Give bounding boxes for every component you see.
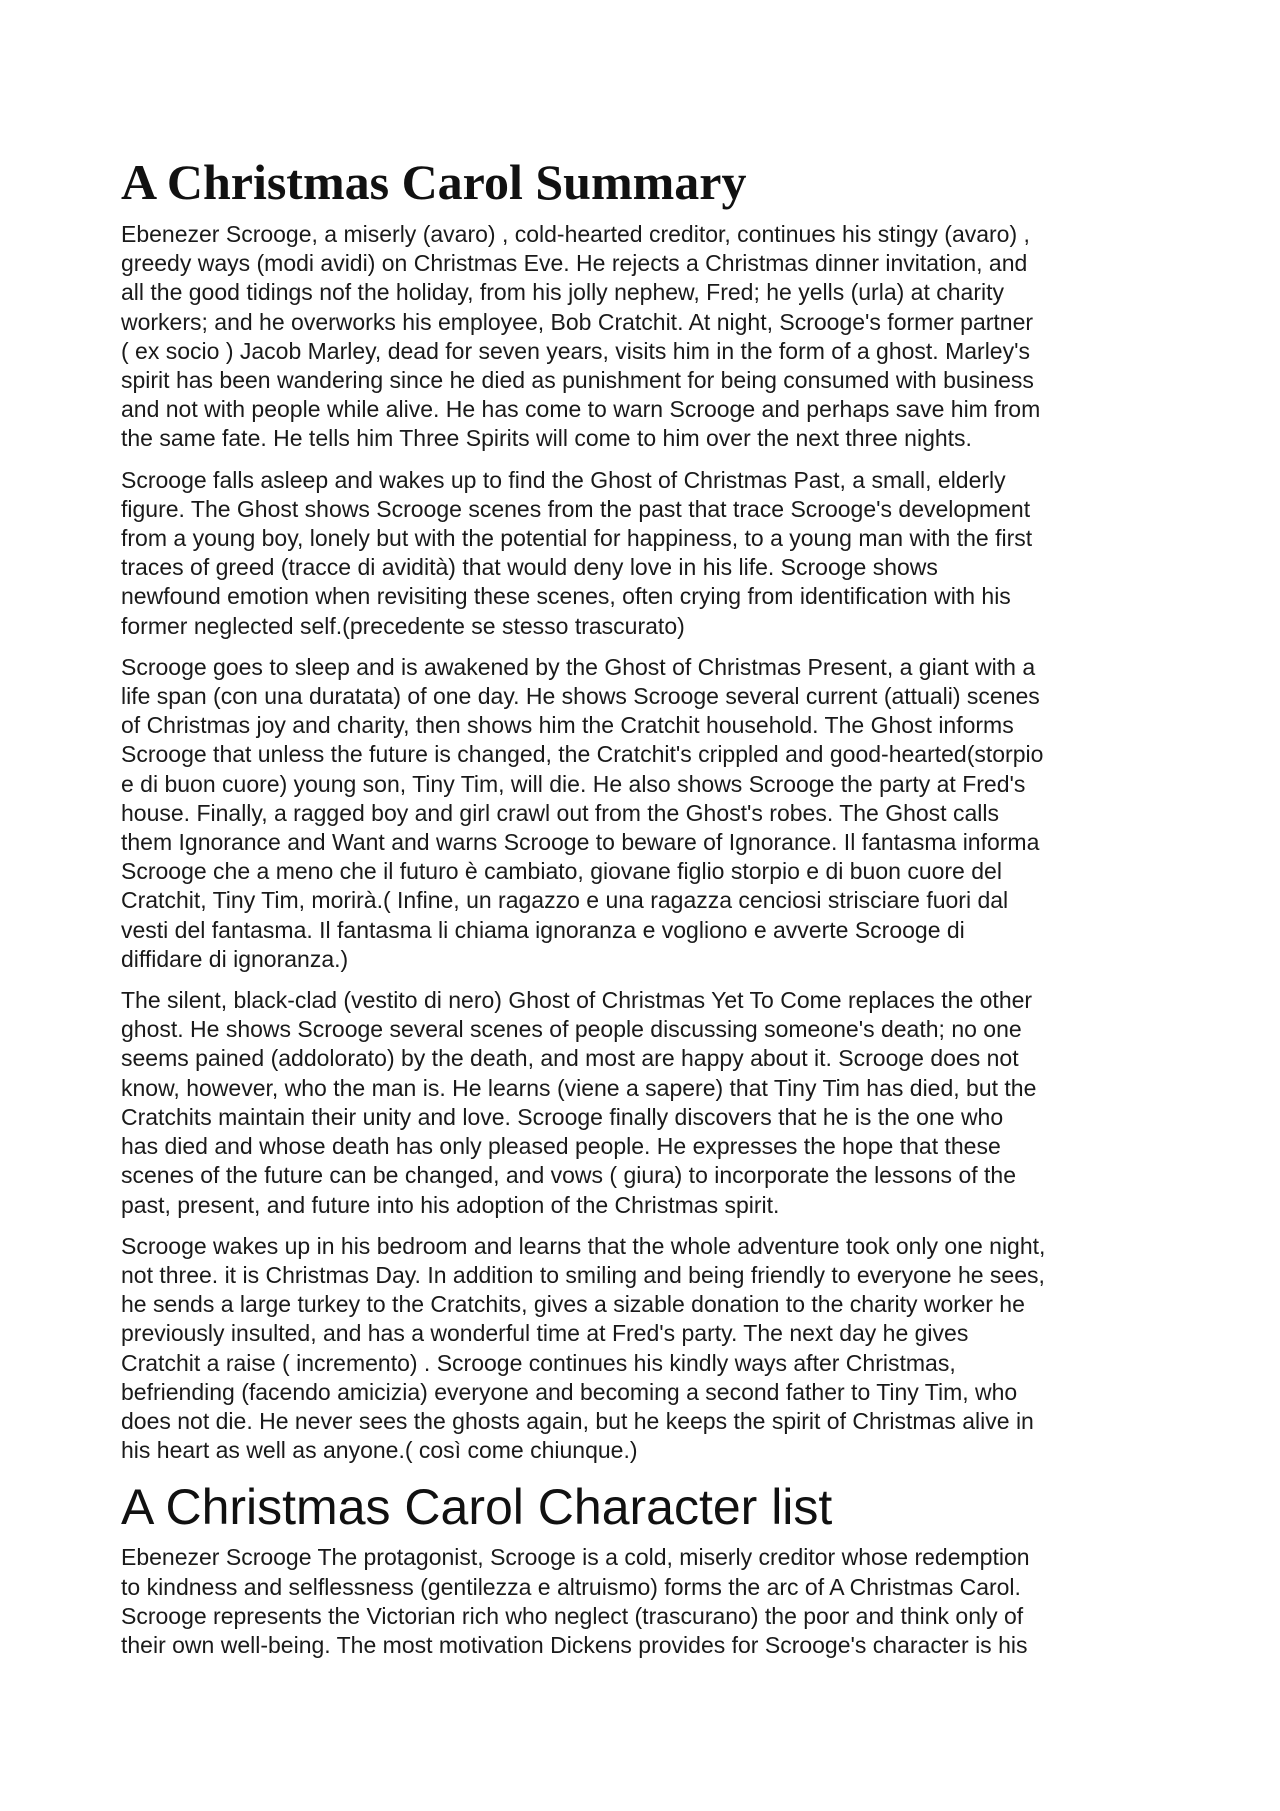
document-body (121, 150, 1173, 1672)
summary-paragraph-1: Ebenezer Scrooge, a miserly (avaro) , cold-hearted creditor, continues his stingy (avaro) , greedy ways (modi avidi) on Christmas Eve. He rejects a Christmas dinner invitation, and all the good tidings nof the holiday, from his jolly nephew, Fred; he yells (urla) at charity workers; and he overworks his employee, Bob Cratchit. At night, Scrooge's former partner ( ex socio ) Jacob Marley, dead for seven years, visits him in the form of a ghost. Marley's spirit has been wandering since he died as punishment for being consumed with business and not with people while alive. He has come to warn Scrooge and perhaps save him from the same fate. He tells him Three Spirits will come to him over the next three nights. (121, 221, 1041, 452)
summary-paragraph-4: The silent, black-clad (vestito di nero) Ghost of Christmas Yet To Come replaces the other ghost. He shows Scrooge several scenes of people discussing someone's death; no one seems pained (addolorato) by the death, and most are happy about it. Scrooge does not know, however, who the man is. He learns (viene a sapere) that Tiny Tim has died, but the Cratchits maintain their unity and love. Scrooge finally discovers that he is the one who has died and whose death has only pleased people. He expresses the hope that these scenes of the future can be changed, and vows ( giura) to incorporate the lessons of the past, present, and future into his adoption of the Christmas spirit. (121, 987, 1037, 1218)
summary-paragraph-5: Scrooge wakes up in his bedroom and learns that the whole adventure took only one night, not three. it is Christmas Day. In addition to smiling and being friendly to everyone he sees, he sends a large turkey to the Cratchits, gives a sizable donation to the charity worker he previously insulted, and has a wonderful time at Fred's party. The next day he gives Cratchit a raise ( incremento) . Scrooge continues his kindly ways after Christmas, befriending (facendo amicizia) everyone and becoming a second father to Tiny Tim, who does not die. He never sees the ghosts again, but he keeps the spirit of Christmas alive in his heart as well as anyone.( così come chiunque.) (121, 1232, 1046, 1464)
characters-paragraph-1: Ebenezer Scrooge The protagonist, Scrooge is a cold, miserly creditor whose redemption to kindness and selflessness (gentilezza e altruismo) forms the arc of A Christmas Carol. Scrooge represents the Victorian rich who neglect (trascurano) the poor and think only of their own well-being. The most motivation Dickens provides for Scrooge's character is his (121, 1544, 1030, 1658)
summary-paragraph-3: Scrooge goes to sleep and is awakened by the Ghost of Christmas Present, a giant with a life span (con una duratata) of one day. He shows Scrooge several current (attuali) scenes of Christmas joy and charity, then shows him the Cratchit household. The Ghost informs Scrooge that unless the future is changed, the Cratchit's crippled and good-hearted(storpio e di buon cuore) young son, Tiny Tim, will die. He also shows Scrooge the party at Fred's house. Finally, a ragged boy and girl crawl out from the Ghost's robes. The Ghost calls them Ignorance and Want and warns Scrooge to beware of Ignorance. Il fantasma informa Scrooge che a meno che il futuro è cambiato, giovane figlio storpio e di buon cuore del Cratchit, Tiny Tim, morirà.( Infine, un ragazzo e una ragazza cenciosi strisciare fuori dal vesti del fantasma. Il fantasma li chiama ignoranza e vogliono e avverte Scrooge di diffidare di ignoranza.) (121, 653, 1044, 972)
summary-paragraph-2: Scrooge falls asleep and wakes up to find the Ghost of Christmas Past, a small, elderly figure. The Ghost shows Scrooge scenes from the past that trace Scrooge's development from a young boy, lonely but with the potential for happiness, to a young man with the first traces of greed (tracce di avidità) that would deny love in his life. Scrooge shows newfound emotion when revisiting these scenes, often crying from identification with his former neglected self.(precedente se stesso trascurato) (121, 466, 1033, 639)
characters-heading: A Christmas Carol Character list (121, 1479, 833, 1536)
summary-heading: A Christmas Carol Summary (121, 154, 747, 210)
